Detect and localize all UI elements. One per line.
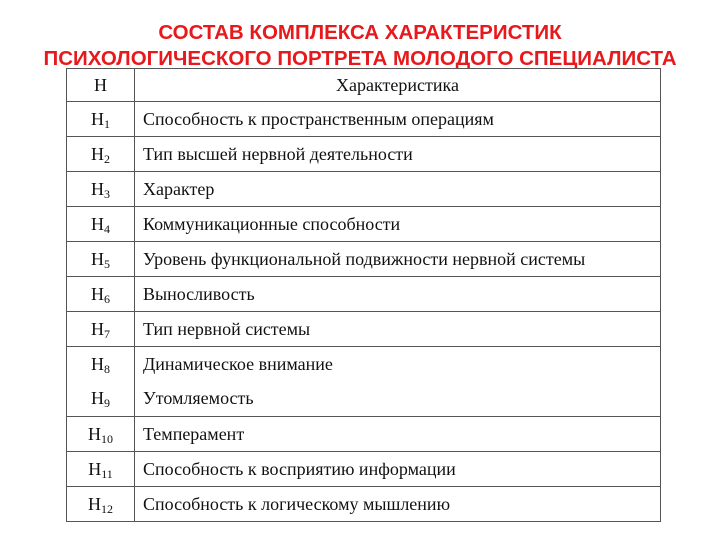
table-row — [67, 382, 661, 417]
row-code — [67, 242, 135, 277]
table-body — [67, 102, 661, 522]
code-index: 11 — [101, 466, 113, 481]
row-characteristic: Характер — [135, 172, 661, 207]
row-code — [67, 347, 135, 382]
table-row — [67, 347, 661, 382]
code-letter: Н — [91, 318, 104, 339]
code-index: 9 — [104, 396, 110, 411]
code-letter: Н — [91, 178, 104, 199]
code-letter: Н — [88, 423, 101, 444]
table-row — [67, 312, 661, 347]
row-code — [67, 417, 135, 452]
row-code — [67, 137, 135, 172]
row-code — [67, 452, 135, 487]
row-characteristic: Тип высшей нервной деятельности — [135, 137, 661, 172]
table-row — [67, 242, 661, 277]
row-code — [67, 207, 135, 242]
code-letter: Н — [91, 283, 104, 304]
row-characteristic: Динамическое внимание — [135, 347, 661, 382]
code-index: 3 — [104, 186, 110, 201]
code-index: 1 — [104, 116, 110, 131]
code-index: 2 — [104, 151, 110, 166]
row-characteristic: Выносливость — [135, 277, 661, 312]
code-letter: Н — [91, 248, 104, 269]
code-letter: Н — [91, 388, 104, 409]
slide-title-line-2: ПСИХОЛОГИЧЕСКОГО ПОРТРЕТА МОЛОДОГО СПЕЦИАЛИСТА — [43, 46, 677, 70]
row-characteristic: Уровень функциональной подвижности нервной системы — [135, 242, 661, 277]
row-code — [67, 382, 135, 417]
code-letter: Н — [91, 213, 104, 234]
table-row — [67, 417, 661, 452]
row-characteristic: Коммуникационные способности — [135, 207, 661, 242]
table-row — [67, 137, 661, 172]
characteristics-table — [66, 68, 661, 522]
row-code — [67, 487, 135, 522]
code-letter: Н — [88, 493, 101, 514]
row-code — [67, 312, 135, 347]
row-characteristic: Способность к восприятию информации — [135, 452, 661, 487]
table-row — [67, 102, 661, 137]
code-index: 5 — [104, 256, 110, 271]
code-index: 4 — [104, 221, 110, 236]
header-characteristic: Характеристика — [135, 69, 661, 102]
table-row — [67, 207, 661, 242]
code-index: 10 — [101, 431, 113, 446]
header-row — [67, 69, 661, 102]
code-letter: Н — [91, 108, 104, 129]
row-code — [67, 102, 135, 137]
row-characteristic: Способность к логическому мышлению — [135, 487, 661, 522]
row-characteristic: Тип нервной системы — [135, 312, 661, 347]
header-code: Н — [67, 69, 135, 102]
row-characteristic: Темперамент — [135, 417, 661, 452]
row-code — [67, 277, 135, 312]
code-letter: Н — [91, 353, 104, 374]
table-row — [67, 172, 661, 207]
table-row — [67, 487, 661, 522]
code-index: 7 — [104, 326, 110, 341]
row-characteristic: Утомляемость — [135, 382, 661, 417]
table-row — [67, 277, 661, 312]
code-index: 8 — [104, 361, 110, 376]
row-characteristic: Способность к пространственным операциям — [135, 102, 661, 137]
slide-title-line-1: СОСТАВ КОМПЛЕКСА ХАРАКТЕРИСТИК — [158, 20, 562, 44]
code-letter: Н — [88, 458, 102, 479]
table-header — [67, 69, 661, 102]
code-letter: Н — [91, 143, 104, 164]
code-index: 12 — [101, 501, 113, 516]
row-code — [67, 172, 135, 207]
slide-title — [0, 20, 720, 72]
table-row — [67, 452, 661, 487]
code-index: 6 — [104, 291, 110, 306]
